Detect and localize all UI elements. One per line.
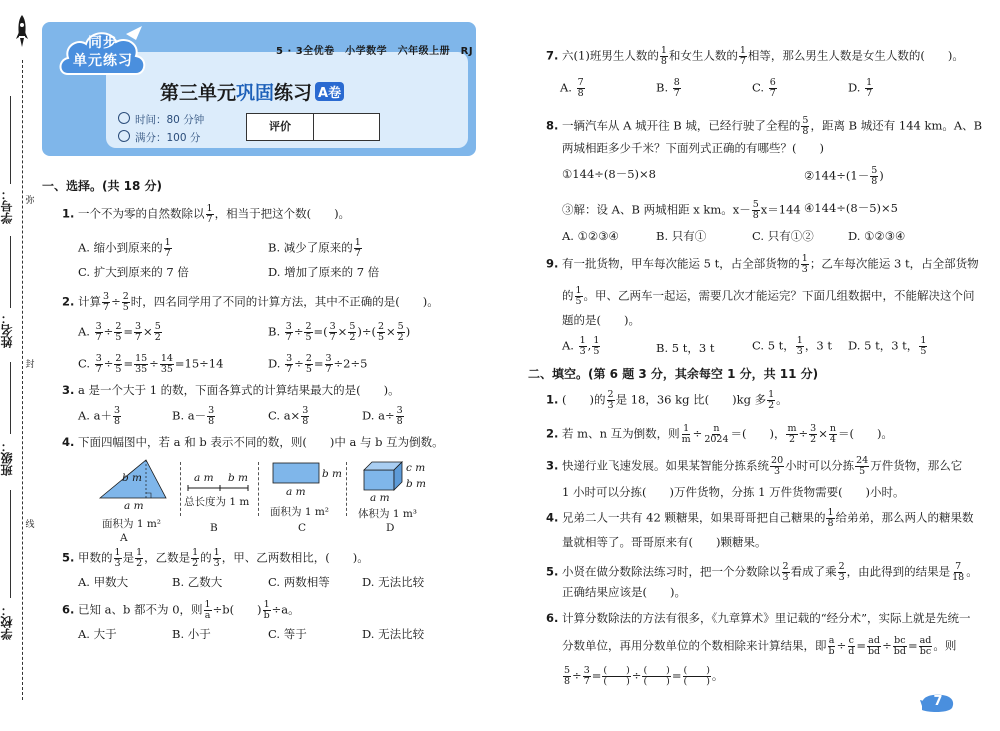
rocket-icon [15, 14, 29, 50]
q1-option-c[interactable]: C. 扩大到原来的 7 倍 [78, 265, 189, 279]
q5-option-b[interactable]: B. 乙数大 [172, 575, 223, 589]
question-8-line-1: 8. 一辆汽车从 A 城开往 B 城，已经行驶了全程的 $\frac{5}{8}$ ，距离 B 城还有 144 km。A、B [546, 115, 983, 137]
q6-option-a[interactable]: A. 大于 [78, 627, 117, 641]
question-1: 1. 一个不为零的自然数除以 $\frac{1}{7}$ ，相当于把这个数( )。 [62, 203, 351, 225]
student-id-field[interactable] [10, 96, 11, 184]
student-id-label: 学号： [0, 188, 14, 224]
q7-option-c[interactable]: C. $\frac{6}{7}$ [752, 77, 776, 99]
page-title: 第三单元巩固练习 A卷 [160, 78, 344, 105]
page-number: 7 [933, 694, 943, 709]
fig-d-cm: c m [406, 462, 426, 474]
q7-option-b[interactable]: B. $\frac{8}{7}$ [656, 77, 680, 99]
badge-line-2: 单元练习 [73, 53, 133, 69]
fig-c-bm: b m [322, 468, 343, 480]
fill-6-line-3[interactable]: $\frac{5}{8}$ ÷ $\frac{3}{7}$ = ( ) ( ) ÷ ( ) ( ) = ( ) ( ) 。 [564, 665, 724, 687]
fig-c-am: a m [286, 486, 306, 498]
fig-a-bm: b m [122, 472, 143, 484]
q3-option-b[interactable]: B. a－ $\frac{3}{8}$ [172, 405, 215, 427]
q9-option-b[interactable]: B. 5 t，3 t [656, 341, 715, 355]
fig-d-letter: D [386, 522, 395, 534]
q8-item-3: ③解：设 A、B 两城相距 x km。x－ $\frac{5}{8}$ x＝144 [562, 199, 801, 221]
question-9-line-2: 的 $\frac{1}{5}$ 。甲、乙两车一起运，需要几次才能运完？下面几组数据中，不能解决这个问 [562, 285, 975, 307]
q2-option-d[interactable]: D. $\frac{3}{7}$ ÷ $\frac{2}{5}$ = $\frac{3}{7}$ ÷2÷5 [268, 353, 368, 375]
fill-4-line-2: 量就相等了。哥哥原来有( )颗糖果。 [562, 535, 767, 549]
q8-item-4: ④144÷(8－5)×5 [804, 201, 898, 215]
time-info: 时间：80 分钟 [118, 112, 204, 127]
fill-5-line-2: 正确结果应该是( )。 [562, 585, 686, 599]
q8-item-2: ②144÷(1－ $\frac{5}{8}$ ) [804, 165, 884, 187]
q2-option-a[interactable]: A. $\frac{3}{7}$ ÷ $\frac{2}{5}$ = $\frac{3}{7}$ × $\frac{5}{2}$ [78, 321, 161, 343]
fill-1: 1. ( )的 $\frac{2}{3}$ 是 18，36 kg 比( )kg 多 $\frac{1}{2}$ 。 [546, 389, 788, 411]
question-9-line-1: 9. 有一批货物，甲车每次能运 5 t，占全部货物的 $\frac{1}{3}$ ；乙车每次能运 3 t，占全部货物 [546, 253, 979, 275]
fill-6-line-1: 6. 计算分数除法的方法有很多，《九章算术》里记载的“经分术”，实际上就是先统一 [546, 611, 971, 625]
fig-a-am: a m [124, 500, 144, 512]
q7-option-a[interactable]: A. $\frac{7}{8}$ [560, 77, 584, 99]
q9-option-c[interactable]: C. 5 t， $\frac{1}{3}$ ，3 t [752, 335, 832, 357]
q5-option-d[interactable]: D. 无法比较 [362, 575, 425, 589]
fig-a-letter: A [120, 532, 128, 544]
q1-option-a[interactable]: A. 缩小到原来的 $\frac{1}{7}$ [78, 237, 171, 259]
seal-char-3: 线 [25, 520, 35, 530]
fig-b-length: 总长度为 1 m [184, 496, 250, 508]
seal-line [22, 60, 23, 700]
fill-2: 2. 若 m、n 互为倒数，则 $\frac{1}{m}$ ÷ $\frac{n}{2024}$ ＝( )， $\frac{m}{2}$ ÷ $\frac{3}{2}$ × $\frac{n}{4}$ ＝( )。 [546, 423, 893, 445]
q2-option-b[interactable]: B. $\frac{3}{7}$ ÷ $\frac{2}{5}$ =( $\frac{3}{7}$ × $\frac{5}{2}$ )÷( $\frac{2}{5}$ × $\frac{5}{2}$ ) [268, 321, 411, 343]
section-1-title: 一、选择。(共 18 分) [42, 179, 163, 193]
q9-option-a[interactable]: A. $\frac{1}{3}$ , $\frac{1}{5}$ [562, 335, 600, 357]
fig-divider-2 [258, 462, 259, 516]
q2-option-c[interactable]: C. $\frac{3}{7}$ ÷ $\frac{2}{5}$ = $\frac{15}{35}$ ÷ $\frac{14}{35}$ =15÷14 [78, 353, 224, 375]
figure-d-cuboid[interactable] [362, 460, 406, 492]
fig-b-am: a m [194, 472, 214, 484]
question-8-line-2: 两城相距多少千米？下面列式正确的有哪些？( ) [562, 141, 824, 155]
class-label: 班级： [0, 440, 14, 476]
school-field[interactable] [10, 490, 11, 598]
q6-option-b[interactable]: B. 小于 [172, 627, 211, 641]
section-2-title: 二、填空。(第 6 题 3 分，其余每空 1 分，共 11 分) [528, 367, 819, 381]
q8-option-c[interactable]: C. 只有①② [752, 229, 814, 243]
fig-d-bm: b m [406, 478, 427, 490]
name-label: 姓名： [0, 312, 14, 348]
q8-option-a[interactable]: A. ①②③④ [562, 229, 619, 243]
question-6: 6. 已知 a、b 都不为 0，则 $\frac{1}{a}$ ÷b( ) $\frac{1}{b}$ ÷a。 [62, 599, 300, 621]
score-info: 满分：100 分 [118, 130, 200, 145]
question-7: 7. 六(1)班男生人数的 $\frac{1}{8}$ 和女生人数的 $\frac{1}{7}$ 相等，那么男生人数是女生人数的( )。 [546, 45, 964, 67]
figure-b-segments[interactable] [186, 484, 250, 492]
fig-divider-1 [180, 462, 181, 516]
fig-divider-3 [346, 462, 347, 516]
evaluation-label: 评价 [247, 114, 314, 140]
fill-6-line-2: 分数单位，再用分数单位的个数相除来计算结果，即 $\frac{a}{b}$ ÷ $\frac{c}{d}$ = $\frac{ad}{bd}$ ÷ $\frac{bc}{bd}$ = $\frac{ad}{bc}$ 。则 [562, 635, 957, 657]
fill-3-line-2: 1 小时可以分拣( )万件货物，分拣 1 万件货物需要( )小时。 [562, 485, 905, 499]
q3-option-a[interactable]: A. a＋ $\frac{3}{8}$ [78, 405, 121, 427]
fill-4-line-1: 4. 兄弟二人一共有 42 颗糖果，如果哥哥把自己糖果的 $\frac{1}{8}$ 给弟弟，那么两人的糖果数 [546, 507, 974, 529]
q8-item-1: ①144÷(8－5)×8 [562, 167, 656, 181]
q5-option-a[interactable]: A. 甲数大 [78, 575, 129, 589]
question-3: 3. a 是一个大于 1 的数，下面各算式的计算结果最大的是( )。 [62, 383, 400, 397]
fig-b-letter: B [210, 522, 218, 534]
question-2: 2. 计算 $\frac{3}{7}$ ÷ $\frac{2}{5}$ 时，四名同学用了不同的计算方法，其中不正确的是( )。 [62, 291, 439, 313]
clock-icon [118, 112, 130, 124]
fill-5-line-1: 5. 小贤在做分数除法练习时，把一个分数除以 $\frac{2}{3}$ 看成了乘 $\frac{2}{3}$ ，由此得到的结果是 $\frac{7}{18}$ 。 [546, 561, 978, 583]
q3-option-c[interactable]: C. a× $\frac{3}{8}$ [268, 405, 309, 427]
fig-d-am: a m [370, 492, 390, 504]
fig-c-caption: 面积为 1 m² [270, 506, 330, 518]
fig-b-bm: b m [228, 472, 249, 484]
badge-line-1: 同步 [88, 35, 118, 51]
q6-option-d[interactable]: D. 无法比较 [362, 627, 425, 641]
question-4: 4. 下面四幅图中，若 a 和 b 表示不同的数，则( )中 a 与 b 互为倒数。 [62, 435, 444, 449]
evaluation-box[interactable] [246, 113, 380, 141]
class-field[interactable] [10, 362, 11, 434]
fill-3-line-1: 3. 快递行业飞速发展。如果某智能分拣系统 $\frac{20}{3}$ 小时可以分拣 $\frac{24}{5}$ 万件货物，那么它 [546, 455, 963, 477]
q5-option-c[interactable]: C. 两数相等 [268, 575, 330, 589]
q8-option-b[interactable]: B. 只有① [656, 229, 707, 243]
check-icon [118, 130, 130, 142]
q6-option-c[interactable]: C. 等于 [268, 627, 307, 641]
q1-option-d[interactable]: D. 增加了原来的 7 倍 [268, 265, 380, 279]
question-5: 5. 甲数的 $\frac{1}{3}$ 是 $\frac{1}{2}$ ，乙数是 $\frac{1}{2}$ 的 $\frac{1}{3}$ ，甲、乙两数相比，( )。 [62, 547, 369, 569]
q9-option-d[interactable]: D. 5 t，3 t， $\frac{1}{5}$ [848, 335, 927, 357]
school-label: 学校： [0, 604, 14, 640]
question-9-line-3: 题的是( )。 [562, 313, 640, 327]
name-field[interactable] [10, 236, 11, 308]
q1-option-b[interactable]: B. 减少了原来的 $\frac{1}{7}$ [268, 237, 361, 259]
a-paper-badge: A卷 [315, 82, 344, 101]
seal-char-1: 弥 [25, 196, 35, 206]
fig-a-caption: 面积为 1 m² [102, 518, 162, 530]
q3-option-d[interactable]: D. a÷ $\frac{3}{8}$ [362, 405, 403, 427]
fig-c-letter: C [298, 522, 307, 534]
seal-char-2: 封 [25, 360, 35, 370]
figure-c-rectangle[interactable] [272, 462, 320, 484]
fig-d-caption: 体积为 1 m³ [358, 508, 418, 520]
series-label: 5 · 3全优卷 小学数学 六年级上册 RJ [276, 46, 474, 57]
q7-option-d[interactable]: D. $\frac{1}{7}$ [848, 77, 873, 99]
q8-option-d[interactable]: D. ①②③④ [848, 229, 906, 243]
